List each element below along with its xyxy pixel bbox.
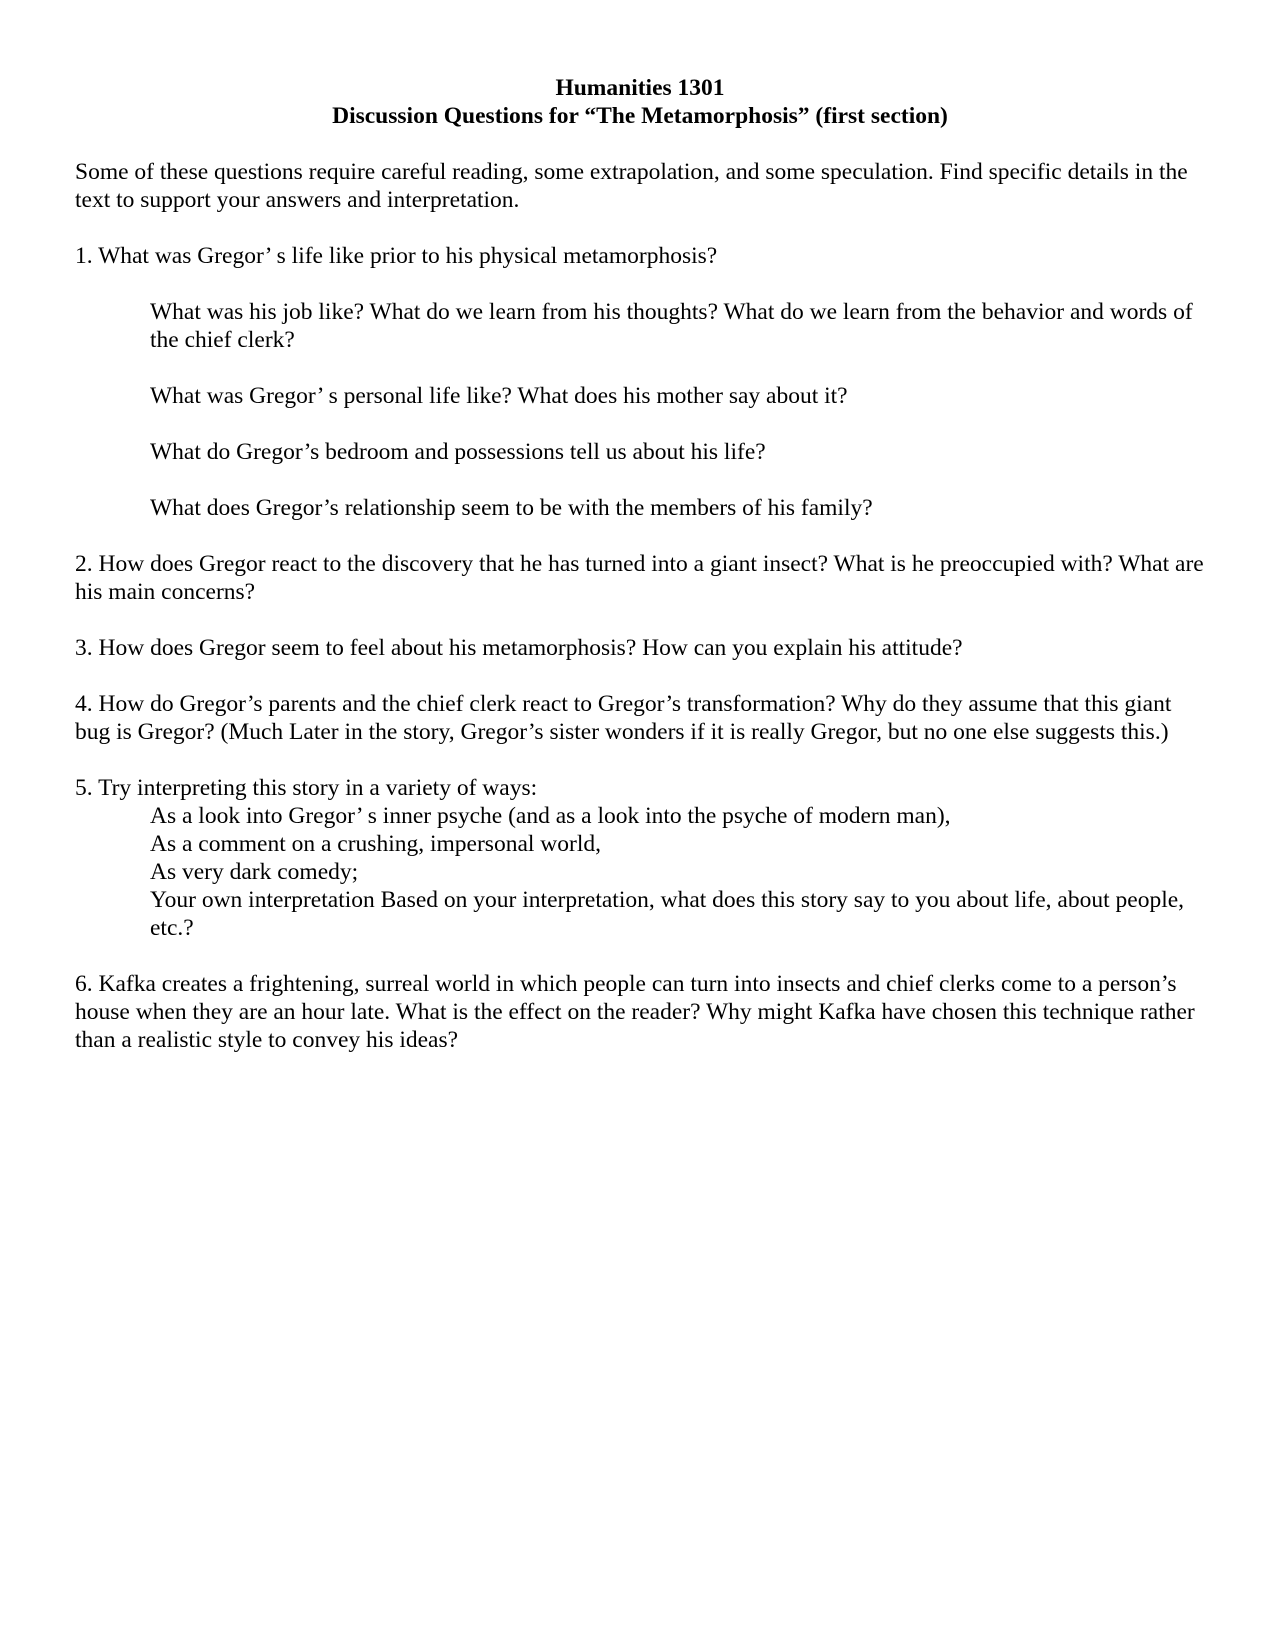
subquestion-1c: What do Gregor’s bedroom and possessions tell us about his life? (150, 439, 766, 465)
question-2: 2. How does Gregor react to the discovery that he has turned into a giant insect? What is he preoccupied with? What are his main concerns? (75, 551, 1204, 605)
question-5: 5. Try interpreting this story in a variety of ways: (75, 775, 538, 801)
question-1: 1. What was Gregor’ s life like prior to his physical metamorphosis? (75, 243, 718, 269)
interpretation-item-1: As a look into Gregor’ s inner psyche (and as a look into the psyche of modern man), (150, 803, 951, 829)
intro-paragraph: Some of these questions require careful reading, some extrapolation, and some speculation. Find specific details in the text to support your answers and interpretation. (75, 159, 1188, 213)
course-title: Humanities 1301 (555, 75, 725, 101)
subquestion-1a: What was his job like? What do we learn from his thoughts? What do we learn from the behavior and words of the chief clerk? (150, 299, 1193, 353)
question-3: 3. How does Gregor seem to feel about his metamorphosis? How can you explain his attitude? (75, 635, 963, 661)
document-header (75, 74, 1205, 130)
document-page (75, 74, 1205, 1054)
interpretation-item-3: As very dark comedy; (150, 859, 359, 885)
interpretation-list (150, 802, 1205, 942)
question-4: 4. How do Gregor’s parents and the chief clerk react to Gregor’s transformation? Why do they assume that this giant bug is Gregor? (Much Later in the story, Gregor’s sister wonders if it is really Gregor, but no one else suggests this.) (75, 691, 1172, 745)
interpretation-item-2: As a comment on a crushing, impersonal world, (150, 831, 601, 857)
subquestion-1d: What does Gregor’s relationship seem to be with the members of his family? (150, 495, 873, 521)
interpretation-item-4: Your own interpretation Based on your interpretation, what does this story say to you about life, about people, etc.? (150, 887, 1185, 941)
document-title: Discussion Questions for “The Metamorphosis” (first section) (332, 103, 948, 129)
subquestion-1b: What was Gregor’ s personal life like? What does his mother say about it? (150, 383, 848, 409)
question-6: 6. Kafka creates a frightening, surreal world in which people can turn into insects and chief clerks come to a person’s house when they are an hour late. What is the effect on the reader? Why might Kafka have chosen this technique rather than a realistic style to convey his ideas? (75, 971, 1195, 1053)
